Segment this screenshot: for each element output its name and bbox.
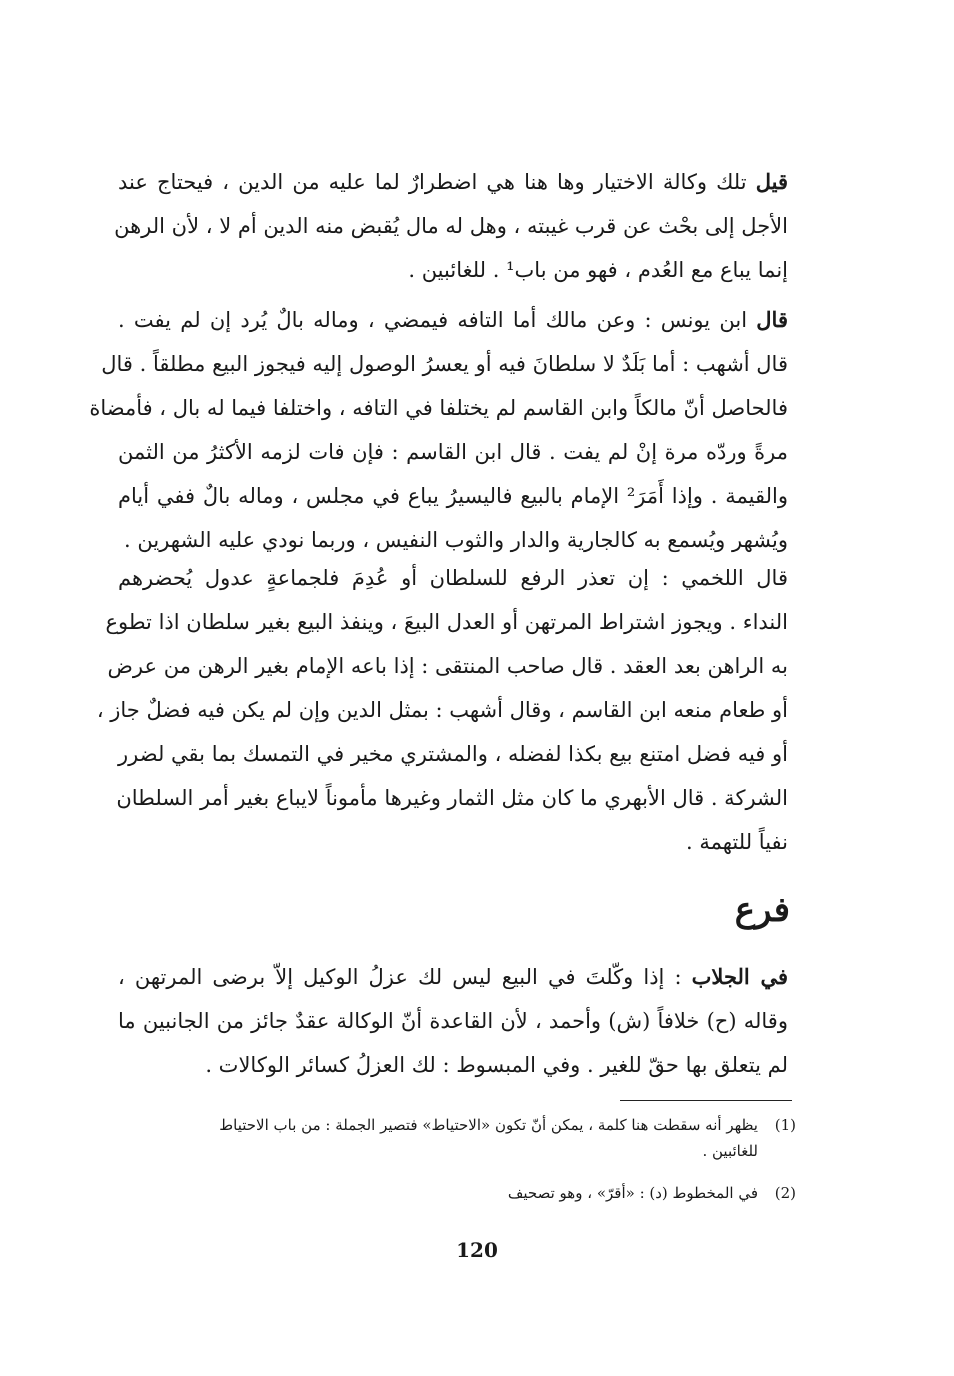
text-line: قال أشهب : أما بَلَدٌ لا سلطانَ فيه أو يعسرُ الوصول إليه فيجوز البيع مطلقاً . قال [101, 352, 788, 376]
text-line: أو طعام منعه ابن القاسم ، وقال أشهب : بمثل الدين وإن لم يكن فيه فضلٌ جاز ، [96, 698, 788, 722]
paragraph-3 [96, 556, 788, 864]
text-line: فالحاصل أنّ مالكاً وابن القاسم لم يختلفا في التافه ، واختلفا فيما له بال ، فأمضاة [89, 396, 788, 420]
keyword: قال [756, 307, 788, 332]
keyword: قيل [755, 169, 788, 194]
section-heading: فرع [734, 890, 790, 930]
text-line: نفياً للتهمة . [686, 830, 788, 854]
text-line: لم يتعلق بها حقّ للغير . وفي المبسوط : لك العزلُ كسائر الوكالات . [205, 1053, 788, 1077]
footnote-line: (1)يظهر أنه سقطت هنا كلمة ، يمكن أنّ تكون «الاحتياط» فتصير الجملة : من باب الاحتياط [219, 1116, 796, 1134]
text-line: به الراهن بعد العقد . قال صاحب المنتقى : إذا باعه الإمام بغير الرهن من عرض [107, 654, 788, 678]
text-line: في الجلاب : إذا وكّلتَ في البيع ليس لك عزلُ الوكيل إلاّ برضى المرتهن ، [118, 964, 788, 989]
paragraph-1 [114, 160, 788, 292]
keyword: في الجلاب [691, 964, 788, 989]
text-line: النداء . ويجوز اشتراط المرتهن أو العدل البيعَ ، وينفذ البيع بغير سلطان اذا تطوع [105, 610, 788, 634]
footnote-2 [118, 1180, 796, 1206]
text-line: الأجل إلى بحْث عن قرب غيبته ، وهل له مال يُقبض منه الدين أم لا ، لأن الرهن [114, 214, 788, 238]
text-line: أو فيه فضل امتنع بيع بكذا لفضله ، والمشتري مخير في التمسك بما بقي لضرر [118, 742, 788, 766]
text-line: مرةً وردّه مرة إنْ لم يفت . قال ابن القاسم : فإن فات لزمه الأكثرُ من الثمن [118, 440, 788, 464]
text-line: قال ابن يونس : وعن مالك أما التافه فيمضي ، وماله بالٌ يُرد إن لم يفت . [118, 307, 788, 332]
footnote-number: (2) [774, 1184, 796, 1202]
footnote-1 [118, 1112, 796, 1164]
text-line: وقاله (ح) خلافاً (ش) وأحمد ، لأن القاعدة أنّ الوكالة عقدٌ جائز من الجانبين ما [118, 1009, 788, 1033]
footnote-number: (1) [774, 1116, 796, 1134]
text-line: الشركة . قال الأبهري ما كان مثل الثمار وغيرها مأموناً لايباع بغير أمر السلطان [116, 786, 788, 810]
text-line: قيل تلك وكالة الاختيار وها هنا هي اضطرارٌ لما عليه من الدين ، فيحتاج عند [118, 169, 788, 194]
branch-paragraph [118, 955, 788, 1087]
page-number: 120 [456, 1238, 498, 1262]
footnote-divider [620, 1100, 792, 1101]
text-line: والقيمة . وإذا أَمَرَ² الإمام بالبيع فاليسيرُ يباع في مجلس ، وماله بالٌ ففي أيام [118, 484, 788, 508]
footnote-line: (2)في المخطوط (د) : «أقرّ» ، وهو تصحيف [508, 1184, 796, 1202]
text-line: ويُشهر ويُسمع به كالجارية والدار والثوب النفيس ، وربما نودي عليه الشهرين . [124, 528, 788, 552]
footnote-line: للغائبين . [702, 1142, 758, 1160]
text-line: إنما يباع مع العُدم ، فهو من باب¹ . للغائبين . [408, 258, 788, 282]
text-line: قال اللخمي : إن تعذر الرفع للسلطان أو عُدِمَ فلجماعةٍ عدول يُحضرهم [118, 566, 788, 590]
paragraph-2 [89, 298, 788, 562]
